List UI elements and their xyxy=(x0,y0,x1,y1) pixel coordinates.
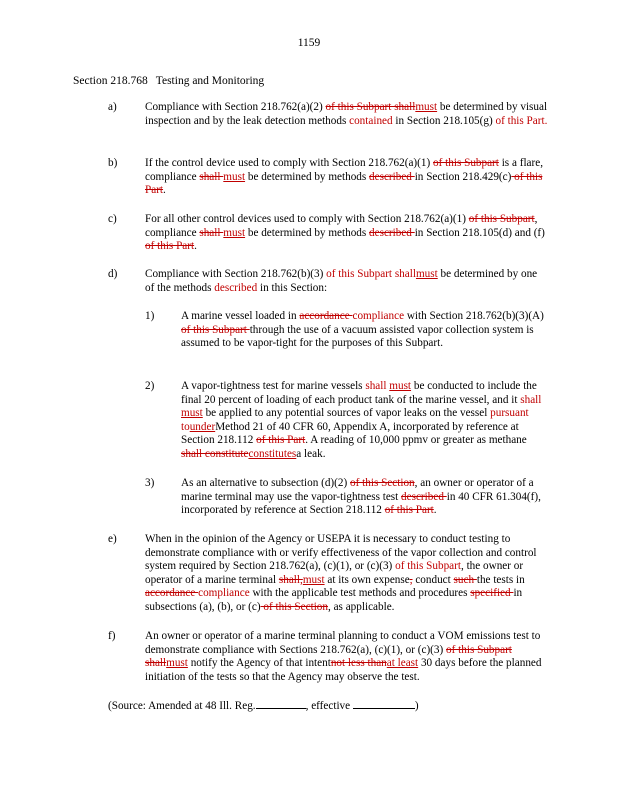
paragraph-a xyxy=(108,101,548,128)
deleted-text: accordance xyxy=(299,310,353,322)
subparagraph-text: As an alternative to subsection (d)(2) of this Section, an owner or operator of a marine terminal may use the vapor-tightness test described in 40 CFR 61.304(f), incorporated by reference at Section 218.112 of this Part. xyxy=(181,477,541,517)
paragraph-text: When in the opinion of the Agency or USEPA it is necessary to conduct testing to demonstrate compliance with or verify effectiveness of the vapor collection and control system required by Section 218.762(a), (c)(1), or (c)(3) of this Subpart, the owner or operator of a marine terminal shall,must at its own expense, conduct such the tests in accordance compliance with the applicable test methods and procedures specified in subsections (a), (b), or (c) of this Section, as applicable. xyxy=(145,533,537,613)
section-heading xyxy=(73,75,264,89)
paragraph-text: An owner or operator of a marine terminal planning to conduct a VOM emissions test to demonstrate compliance with Sections 218.762(a), (c)(1), or (c)(3) of this Subpart shallmust notify the Agency of that intentnot less thanat least 30 days before the planned initiation of the tests so that the Agency may observe the test. xyxy=(145,630,542,683)
revised-text: shall xyxy=(520,393,542,406)
deleted-text: of this Subpart shall xyxy=(325,101,416,113)
revised-text: pursuant to xyxy=(181,407,529,433)
inserted-text: must xyxy=(223,226,246,239)
inserted-text: must xyxy=(389,380,412,392)
subparagraph-text: A vapor-tightness test for marine vessels shall must be conducted to include the final 20 percent of loading of each product tank of the marine vessel, and it shall must be applied to any potential sources of vapor leaks on the vessel pursuant tounderMethod 21 of 40 CFR 60, Appendix A, incorporated by reference at Section 218.112 of this Part. A reading of 10,000 ppmv or greater as methane shall constituteconstitutesa leak. xyxy=(181,380,542,460)
paragraph-label: f) xyxy=(108,630,116,642)
inserted-text: must xyxy=(181,407,203,420)
effective-date-blank xyxy=(353,698,415,709)
deleted-text: of this Subpart xyxy=(181,323,250,336)
paragraph-text: For all other control devices used to comply with Section 218.762(a)(1) of this Subpart, compliance shall must be determined by methods described in Section 218.105(d) and (f) of this Part. xyxy=(145,213,545,253)
paragraph-b xyxy=(108,157,548,198)
deleted-text: of this Part xyxy=(145,170,543,197)
revised-text: described xyxy=(214,281,258,294)
subparagraph-d2 xyxy=(145,380,545,462)
paragraph-f xyxy=(108,630,548,684)
revised-text: shall xyxy=(365,380,387,392)
deleted-text: described xyxy=(369,226,415,239)
inserted-text: must xyxy=(223,170,246,183)
inserted-text: must xyxy=(415,101,438,113)
reg-blank xyxy=(256,698,306,709)
deleted-text: of this Subpart xyxy=(433,157,499,169)
paragraph-d xyxy=(108,268,548,295)
section-number: Section 218.768 xyxy=(73,75,148,87)
deleted-text: specified xyxy=(470,587,514,600)
section-title: Testing and Monitoring xyxy=(155,75,265,87)
revised-text: of this Subpart shall xyxy=(326,268,416,280)
deleted-text: accordance xyxy=(145,587,199,600)
inserted-text: compliance xyxy=(198,587,250,600)
subparagraph-text: A marine vessel loaded in accordance compliance with Section 218.762(b)(3)(A) of this Subpart through the use of a vacuum assisted vapor collection system is assumed to be vapor-tight for the purposes of this Subpart. xyxy=(181,310,544,350)
deleted-text: described xyxy=(369,170,415,183)
subparagraph-d1 xyxy=(145,310,545,351)
inserted-text: at least xyxy=(386,657,419,670)
paragraph-label: e) xyxy=(108,533,117,545)
paragraph-text: Compliance with Section 218.762(b)(3) of this Subpart shallmust be determined by one of the methods described in this Section: xyxy=(145,268,538,294)
deleted-text: described xyxy=(401,490,447,503)
subparagraph-d3 xyxy=(145,477,545,518)
inserted-text: constitutes xyxy=(248,447,297,460)
inserted-text: under xyxy=(189,420,216,433)
deleted-text: of this Part xyxy=(145,240,195,253)
inserted-text: must xyxy=(166,657,188,670)
subparagraph-label: 3) xyxy=(145,477,155,489)
inserted-text: must xyxy=(302,573,325,586)
deleted-text: of this Section xyxy=(260,600,328,613)
revised-text: of this Part. xyxy=(495,114,548,127)
deleted-text: of this Part xyxy=(256,434,306,447)
paragraph-label: c) xyxy=(108,213,117,225)
deleted-text: shall xyxy=(199,226,224,239)
paragraph-e xyxy=(108,533,548,615)
paragraph-label: a) xyxy=(108,101,117,113)
deleted-text: shall, xyxy=(278,573,303,586)
deleted-text: shall xyxy=(199,170,224,183)
deleted-text: of this Subpart xyxy=(468,213,535,225)
deleted-text: of this Section xyxy=(350,477,415,489)
inserted-text: must xyxy=(415,268,438,280)
paragraph-text: If the control device used to comply with Section 218.762(a)(1) of this Subpart is a flare, compliance shall must be determined by methods described in Section 218.429(c) of this Part. xyxy=(145,157,544,197)
page-number: 1159 xyxy=(297,37,321,49)
deleted-text: not less than xyxy=(330,657,387,670)
paragraph-text: Compliance with Section 218.762(a)(2) of this Subpart shallmust be determined by visual inspection and by the leak detection methods contained in Section 218.105(g) of this Part. xyxy=(145,101,548,127)
paragraph-c xyxy=(108,213,548,254)
subparagraph-label: 1) xyxy=(145,310,155,322)
deleted-text: shall constitute xyxy=(181,447,249,460)
source-note: (Source: Amended at 48 Ill. Reg. , effective ) xyxy=(108,700,419,712)
deleted-text: such xyxy=(453,573,477,586)
paragraph-label: b) xyxy=(108,157,118,169)
revised-text: contained xyxy=(349,114,393,127)
paragraph-label: d) xyxy=(108,268,118,280)
subparagraph-label: 2) xyxy=(145,380,155,392)
deleted-text: of this Part xyxy=(384,504,434,517)
inserted-text: compliance xyxy=(352,310,405,322)
deleted-text: , xyxy=(409,573,413,586)
revised-text: of this Subpart xyxy=(395,560,461,573)
deleted-text: of this Subpart shall xyxy=(145,643,512,670)
